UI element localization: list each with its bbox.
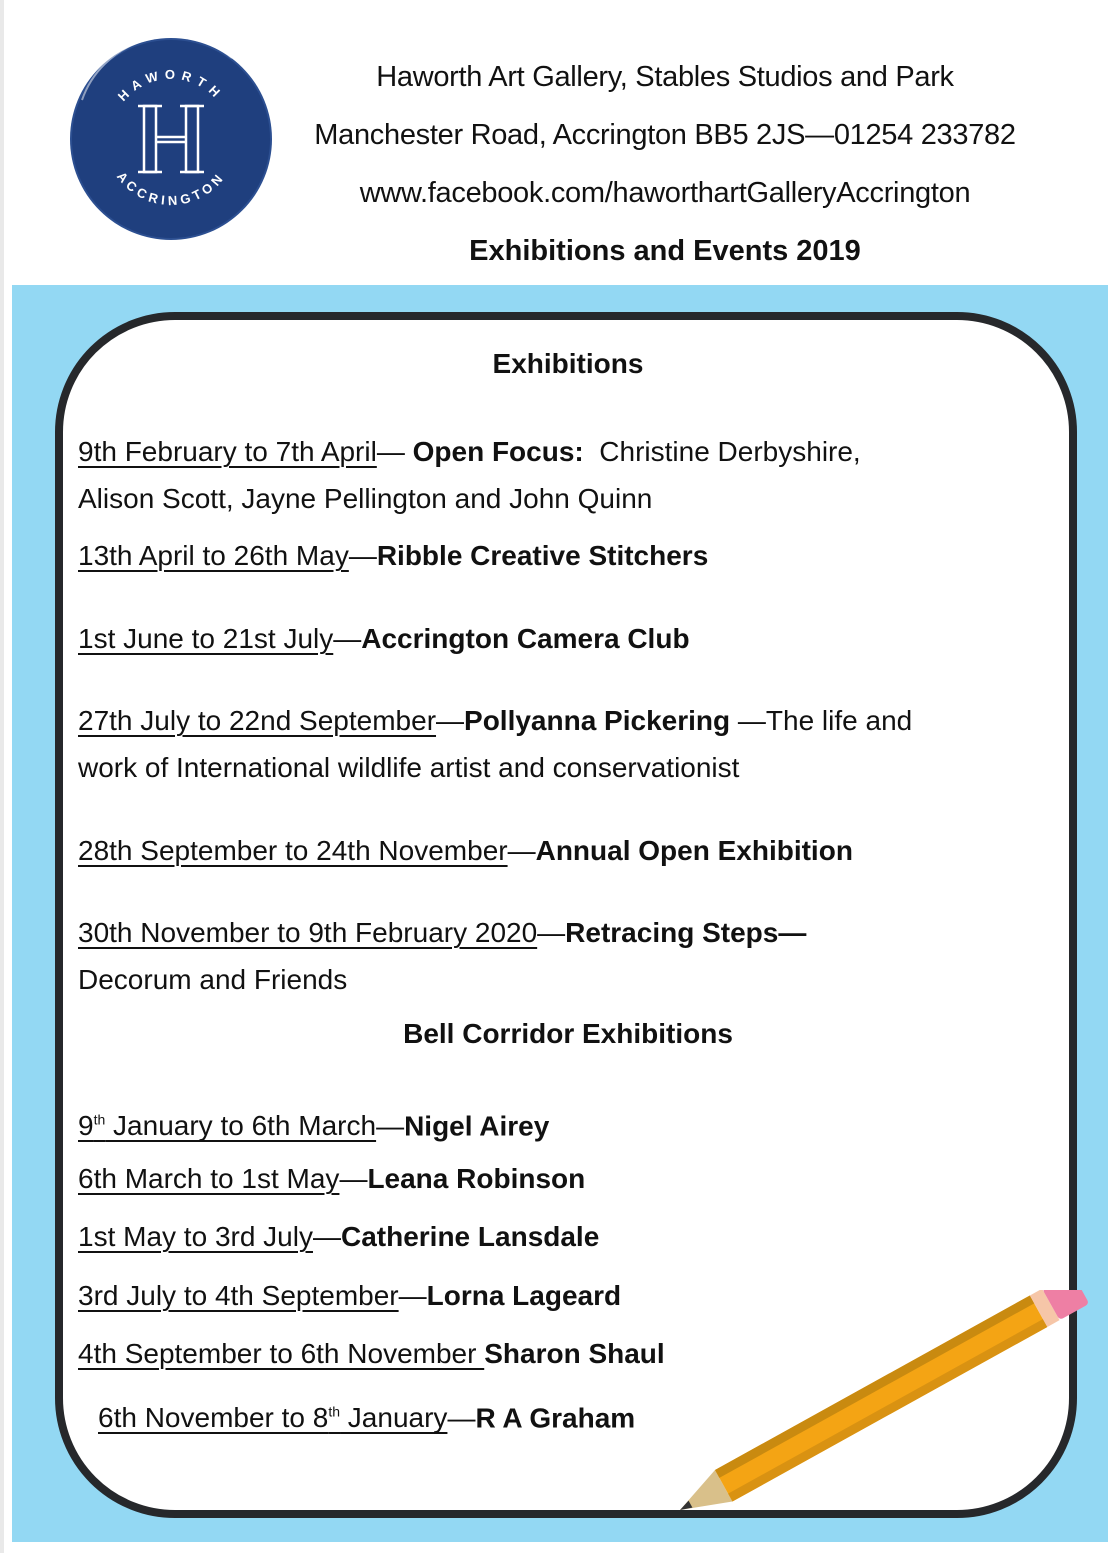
entry-dates: 3rd July to 4th September (78, 1280, 399, 1311)
entry-title: Ribble Creative Stitchers (376, 540, 709, 571)
entry-title: R A Graham (475, 1402, 636, 1434)
entry-title: Nigel Airey (404, 1110, 550, 1142)
entry-dates: 9th January to 6th March (78, 1110, 377, 1142)
separator: — (537, 917, 566, 948)
entry-dates: 30th November to 9th February 2020 (78, 917, 538, 948)
svg-text:ACCRINGTON: ACCRINGTON (113, 168, 229, 209)
entry-detail-continued: work of International wildlife artist and conservationist (78, 752, 740, 783)
separator: — (507, 835, 536, 866)
address-phone: Manchester Road, Accrington BB5 2JS—01254 233782 (314, 119, 1016, 151)
entry-title: Leana Robinson (367, 1163, 586, 1194)
page-title: Exhibitions and Events 2019 (469, 235, 861, 267)
bell-corridor-entry (78, 1097, 1038, 1149)
exhibition-entry (78, 428, 1038, 522)
separator: — (376, 1110, 405, 1142)
exhibitions-heading: Exhibitions (492, 348, 644, 379)
gallery-name: Haworth Art Gallery, Stables Studios and Park (376, 61, 954, 93)
exhibition-entry (78, 697, 1038, 791)
separator: — (333, 623, 362, 654)
entry-title: Open Focus: (412, 436, 584, 467)
entry-title: Lorna Lageard (426, 1280, 622, 1311)
entry-detail: Christine Derbyshire, (583, 436, 861, 467)
logo-emblem-icon (72, 40, 270, 238)
bell-corridor-heading: Bell Corridor Exhibitions (403, 1018, 733, 1049)
svg-text:HAWORTH: HAWORTH (114, 66, 228, 105)
entry-title: Annual Open Exhibition (535, 835, 853, 866)
separator: — (339, 1163, 368, 1194)
pencil-icon (660, 1290, 1100, 1520)
entry-dates: 4th September to 6th November (78, 1338, 485, 1369)
entry-detail: —The life and (730, 705, 913, 736)
entry-dates: 6th March to 1st May (78, 1163, 340, 1194)
separator: — (348, 540, 377, 571)
exhibition-entry (78, 827, 1038, 874)
entry-detail-continued: Alison Scott, Jayne Pellington and John Quinn (78, 483, 653, 514)
bell-corridor-entry (78, 1213, 1038, 1260)
separator: — (376, 436, 413, 467)
entry-detail-continued: Decorum and Friends (78, 964, 348, 995)
separator: — (312, 1221, 341, 1252)
entry-dates: 13th April to 26th May (78, 540, 349, 571)
entry-title: Retracing Steps— (565, 917, 807, 948)
entry-title: Accrington Camera Club (361, 623, 690, 654)
page-edge (0, 0, 4, 1553)
separator: — (436, 705, 465, 736)
entry-dates: 1st June to 21st July (78, 623, 334, 654)
separator: — (447, 1402, 476, 1434)
header (280, 48, 1050, 280)
bell-corridor-entry (78, 1155, 1038, 1202)
entry-dates: 1st May to 3rd July (78, 1221, 313, 1252)
haworth-logo (72, 40, 270, 238)
exhibition-entry (78, 909, 1038, 1003)
entry-title: Catherine Lansdale (340, 1221, 600, 1252)
entry-title: Pollyanna Pickering (464, 705, 731, 736)
entry-dates: 9th February to 7th April (78, 436, 377, 467)
exhibition-entry (78, 532, 1038, 579)
entry-dates: 6th November to 8th January (98, 1402, 448, 1434)
facebook-url: www.facebook.com/haworthartGalleryAccrington (359, 177, 971, 209)
separator: — (398, 1280, 427, 1311)
exhibition-entry (78, 615, 1038, 662)
entry-dates: 27th July to 22nd September (78, 705, 437, 736)
entry-dates: 28th September to 24th November (78, 835, 508, 866)
entry-title: Sharon Shaul (484, 1338, 665, 1369)
